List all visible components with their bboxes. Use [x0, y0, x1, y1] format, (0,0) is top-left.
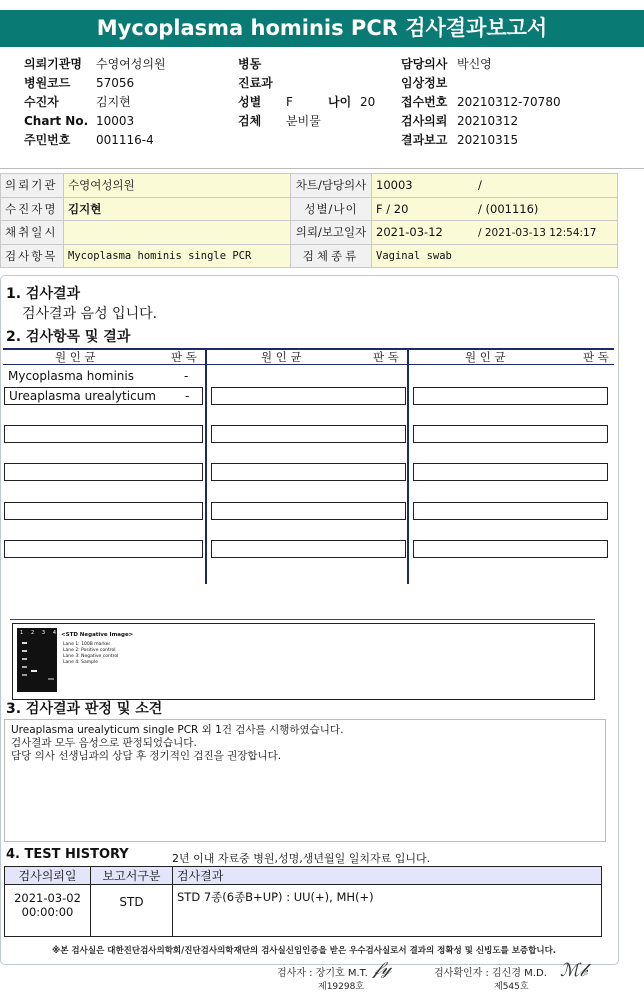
- col-organism-1: 원 인 균: [55, 350, 96, 364]
- chartdoc-chart: 10003: [376, 178, 413, 193]
- gel-image-box: [12, 623, 595, 700]
- chart-value: 10003: [96, 114, 135, 128]
- history-type: STD: [91, 885, 173, 937]
- age-value: 20: [360, 95, 376, 109]
- code-value: 57056: [96, 76, 135, 90]
- clinical-label: 임상정보: [401, 76, 448, 90]
- sexage-extra: / (001116): [478, 201, 539, 216]
- confirmer-signature: ℳ𝒷: [560, 960, 587, 981]
- organism-name: Ureaplasma urealyticum: [9, 389, 156, 403]
- result-cell: [413, 387, 608, 405]
- history-date-time: 00:00:00: [21, 905, 74, 919]
- gel-legend-item: Lane 2: Positive control: [63, 648, 116, 653]
- patient-info-table: [0, 173, 618, 268]
- chartdoc-label: 차트/담당의사: [291, 174, 372, 198]
- inst-label: 의뢰기관: [1, 174, 64, 198]
- header-divider: [0, 168, 644, 169]
- history-header: 보고서구분: [91, 867, 173, 885]
- confirmer-number: 제545호: [494, 982, 529, 992]
- result-cell: [211, 425, 406, 443]
- section1-text: 검사결과 음성 입니다.: [22, 306, 158, 322]
- gel-legend-item: Lane 1: 100B marker: [63, 642, 111, 647]
- image-divider: [10, 619, 595, 620]
- dept-label: 진료과: [238, 76, 273, 90]
- id-value: 001116-4: [96, 133, 154, 147]
- organism-name: Mycoplasma hominis: [8, 369, 134, 383]
- result-cell: [211, 540, 406, 558]
- test-label: 검사항목: [1, 244, 64, 268]
- chartdoc-sep: /: [478, 178, 482, 193]
- result-cell: [4, 425, 203, 443]
- gel-legend: [63, 642, 118, 666]
- remark-line: 검사결과 모두 음성으로 판정되었습니다.: [11, 737, 197, 749]
- dates-label: 의뢰/보고일자: [291, 221, 372, 245]
- collect-value: [64, 221, 291, 245]
- specimen-label: 검체: [238, 114, 262, 128]
- result-cell: [211, 387, 406, 405]
- header-middle: [238, 55, 375, 131]
- history-date: [5, 885, 91, 937]
- history-note: 2년 이내 자료중 병원,성명,생년월일 일치자료 입니다.: [172, 852, 431, 865]
- sexage-value: [372, 197, 618, 221]
- column-divider: [205, 348, 207, 584]
- chartdoc-value: [372, 174, 618, 198]
- specimen-value: 분비물: [286, 114, 321, 128]
- certification-note: ※본 검사실은 대한진단검사의학회/진단검사의학재단의 검사실신임인증을 받은 우수검사실로서 결과의 정확성 및 신빙도를 보증합니다.: [52, 946, 557, 956]
- history-header: 검사결과: [173, 867, 602, 885]
- gel-legend-item: Lane 3: Negative control: [63, 654, 119, 659]
- history-table: [4, 866, 602, 937]
- sexage-label: 성별/나이: [291, 197, 372, 221]
- doctor-label: 담당의사: [401, 57, 448, 71]
- collect-label: 채취일시: [1, 221, 64, 245]
- header-left: [24, 55, 166, 150]
- result-cell: [413, 425, 608, 443]
- name-label: 수진자명: [1, 197, 64, 221]
- history-date-day: 2021-03-02: [14, 891, 81, 905]
- column-divider: [407, 348, 409, 584]
- result-cell: [413, 502, 608, 520]
- result-cell: [413, 463, 608, 481]
- history-header: 검사의뢰일: [5, 867, 91, 885]
- ward-label: 병동: [238, 57, 262, 71]
- tester-number: 제19298호: [318, 982, 365, 992]
- col-organism-3: 원 인 균: [465, 350, 506, 364]
- report-datetime: / 2021-03-13 12:54:17: [478, 227, 597, 240]
- history-result: STD 7종(6종B+UP) : UU(+), MH(+): [173, 885, 602, 937]
- organism-result: -: [185, 389, 190, 403]
- result-cell: [4, 387, 203, 405]
- lane-number: 2: [30, 630, 35, 636]
- col-judge-1: 판 독: [171, 350, 197, 364]
- code-label: 병원코드: [24, 76, 71, 90]
- confirmer-name: 검사확인자 : 김신경 M.D.: [434, 968, 547, 979]
- institution-label: 의뢰기관명: [24, 57, 82, 71]
- remark-line: 담당 의사 선생님과의 상담 후 정기적인 검진을 권장합니다.: [11, 750, 282, 762]
- sex-label: 성별: [238, 95, 262, 109]
- result-cell: [4, 502, 203, 520]
- lane-number: 1: [20, 630, 24, 636]
- result-cell: [211, 502, 406, 520]
- lane-number: 4: [52, 630, 56, 636]
- result-cell: [4, 463, 203, 481]
- sex-value: F: [286, 95, 293, 109]
- remark-line: Ureaplasma urealyticum single PCR 외 1건 검사를 시행하였습니다.: [11, 724, 344, 736]
- chart-label: Chart No.: [24, 114, 89, 128]
- receipt-label: 접수번호: [401, 95, 448, 109]
- spec-label: 검체종류: [291, 244, 372, 268]
- result-grid-header: [3, 348, 614, 365]
- gel-electrophoresis-image: [17, 628, 57, 692]
- col-organism-2: 원 인 균: [261, 350, 302, 364]
- patient-label: 수진자: [24, 95, 59, 109]
- remarks-box: [4, 719, 606, 842]
- report-value: 20210315: [457, 133, 519, 147]
- result-cell: [211, 463, 406, 481]
- section4-title: 4. TEST HISTORY: [6, 847, 129, 862]
- test-value: Mycoplasma hominis single PCR: [64, 244, 291, 268]
- dates-value: [372, 221, 618, 245]
- result-cell: [4, 540, 203, 558]
- request-label: 검사의뢰: [401, 114, 448, 128]
- request-value: 20210312: [457, 114, 519, 128]
- spec-value: Vaginal swab: [372, 244, 618, 268]
- organism-result: -: [184, 369, 189, 383]
- lane-number: 3: [41, 630, 46, 636]
- report-label: 결과보고: [401, 133, 448, 147]
- table-row: [5, 885, 602, 937]
- inst-value: 수영여성의원: [64, 174, 291, 198]
- col-judge-2: 판 독: [373, 350, 399, 364]
- result-cell: [413, 540, 608, 558]
- institution-value: 수영여성의원: [96, 57, 166, 71]
- receipt-value: 20210312-70780: [457, 95, 561, 109]
- sexage-text: F / 20: [376, 201, 409, 216]
- id-label: 주민번호: [24, 133, 71, 147]
- patient-value: 김지현: [96, 95, 131, 109]
- col-judge-3: 판 독: [583, 350, 609, 364]
- request-date: 2021-03-12: [376, 225, 443, 240]
- tester-name: 검사자 : 장기호 M.T.: [277, 968, 368, 979]
- gel-caption: <STD Negative Image>: [61, 632, 134, 638]
- age-label: 나이: [328, 95, 352, 109]
- tester-signature: 𝒻𝓎: [373, 958, 392, 979]
- section2-title: 2. 검사항목 및 결과: [6, 329, 131, 345]
- gel-legend-item: Lane 4: Sample: [63, 660, 98, 665]
- header-right: [401, 55, 561, 150]
- report-title: Mycoplasma hominis PCR 검사결과보고서: [0, 10, 644, 47]
- section3-title: 3. 검사결과 판정 및 소견: [6, 701, 163, 717]
- section1-title: 1. 검사결과: [6, 286, 81, 302]
- doctor-value: 박신영: [457, 57, 492, 71]
- name-value: 김지현: [64, 197, 291, 221]
